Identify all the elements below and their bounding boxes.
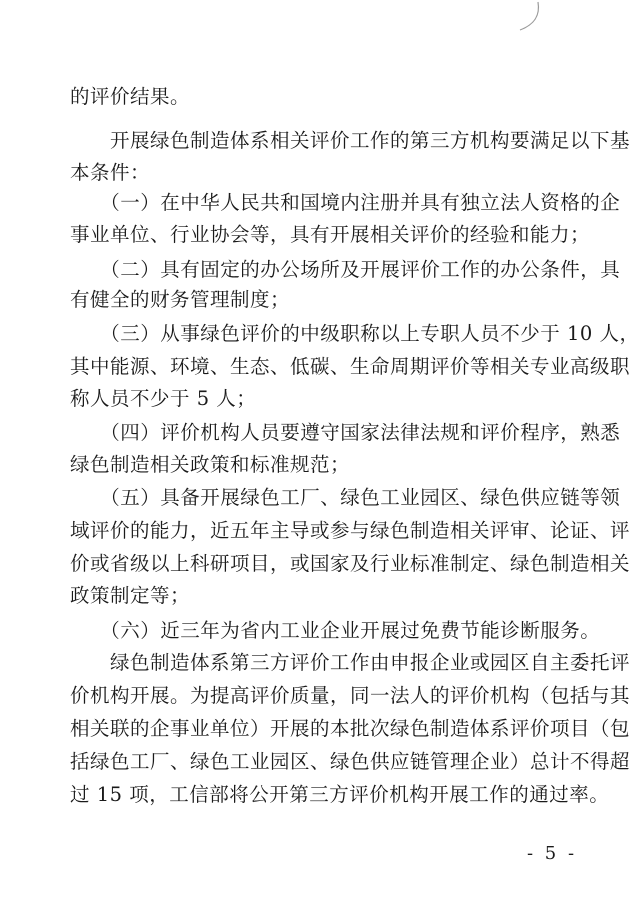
text-line-14: 域评价的能力，近五年主导或参与绿色制造相关评审、论证、评 — [70, 519, 631, 542]
text-line-8: （三）从事绿色评价的中级职称以上专职人员不少于 10 人， — [70, 322, 640, 345]
text-line-17: （六）近三年为省内工业企业开展过免费节能诊断服务。 — [70, 619, 601, 642]
text-line-16: 政策制定等； — [70, 584, 191, 607]
text-line-13: （五）具备开展绿色工厂、绿色工业园区、绿色供应链等领 — [70, 486, 621, 509]
text-line-18: 绿色制造体系第三方评价工作由申报企业或园区自主委托评 — [70, 651, 631, 674]
text-line-12: 绿色制造相关政策和标准规范； — [70, 453, 351, 476]
text-line-5: 事业单位、行业协会等，具有开展相关评价的经验和能力； — [70, 223, 591, 246]
text-line-2: 开展绿色制造体系相关评价工作的第三方机构要满足以下基 — [70, 129, 631, 152]
text-line-15: 价或省级以上科研项目，或国家及行业标准制定、绿色制造相关 — [70, 552, 631, 575]
text-line-3: 本条件： — [70, 161, 151, 184]
text-line-1: 的评价结果。 — [70, 85, 191, 108]
text-line-19: 价机构开展。为提高评价质量，同一法人的评价机构（包括与其 — [70, 684, 631, 707]
text-line-11: （四）评价机构人员要遵守国家法律法规和评价程序，熟悉 — [70, 421, 621, 444]
text-line-10: 称人员不少于 5 人； — [70, 387, 257, 410]
scan-artifact-mark — [516, 0, 556, 34]
text-line-21: 括绿色工厂、绿色工业园区、绿色供应链管理企业）总计不得超 — [70, 750, 631, 773]
text-line-4: （一）在中华人民共和国境内注册并具有独立法人资格的企 — [70, 191, 621, 214]
text-line-6: （二）具有固定的办公场所及开展评价工作的办公条件，具 — [70, 258, 621, 281]
text-line-9: 其中能源、环境、生态、低碳、生命周期评价等相关专业高级职 — [70, 355, 631, 378]
page-number: - 5 - — [527, 843, 578, 864]
text-line-20: 相关联的企事业单位）开展的本批次绿色制造体系评价项目（包 — [70, 717, 631, 740]
text-line-7: 有健全的财务管理制度； — [70, 288, 291, 311]
text-line-22: 过 15 项，工信部将公开第三方评价机构开展工作的通过率。 — [70, 783, 610, 806]
